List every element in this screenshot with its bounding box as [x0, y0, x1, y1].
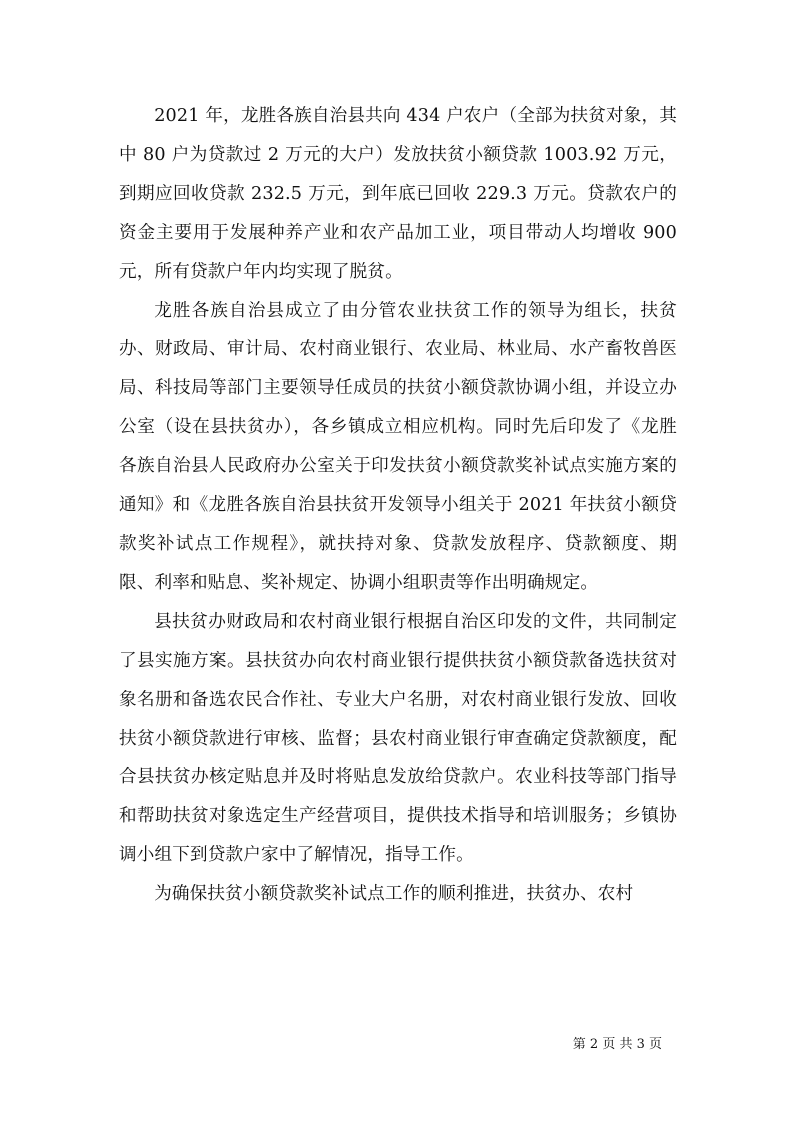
paragraph-implementation-plan: 县扶贫办财政局和农村商业银行根据自治区印发的文件，共同制定了县实施方案。县扶贫办向农村商业银行提供扶贫小额贷款备选扶贫对象名册和备选农民合作社、专业大户名册，对农村商业银行发放、回收扶贫小额贷款进行审核、监督；县农村商业银行审查确定贷款额度，配合县扶贫办核定贴息并及时将贴息发放给贷款户。农业科技等部门指导和帮助扶贫对象选定生产经营项目，提供技术指导和培训服务；乡镇协调小组下到贷款户家中了解情况，指导工作。 [119, 611, 677, 866]
paragraph-coordination-group: 龙胜各族自治县成立了由分管农业扶贫工作的领导为组长，扶贫办、财政局、审计局、农村商业银行、农业局、林业局、水产畜牧兽医局、科技局等部门主要领导任成员的扶贫小额贷款协调小组，并设立办公室（设在县扶贫办），各乡镇成立相应机构。同时先后印发了《龙胜各族自治县人民政府办公室关于印发扶贫小额贷款奖补试点实施方案的通知》和《龙胜各族自治县扶贫开发领导小组关于 2021 年扶贫小额贷款奖补试点工作规程》，就扶持对象、贷款发放程序、贷款额度、期限、利率和贴息、奖补规定、协调小组职责等作出明确规定。 [119, 300, 677, 593]
paragraph-continued: 为确保扶贫小额贷款奖补试点工作的顺利推进，扶贫办、农村 [154, 884, 634, 905]
paragraph-loan-results: 2021 年，龙胜各族自治县共向 434 户农户（全部为扶贫对象，其中 80 户为贷款过 2 万元的大户）发放扶贫小额贷款 1003.92 万元，到期应回收贷款 232.5 万元，到年底已回收 229.3 万元。贷款农户的资金主要用于发展种养产业和农产品加工业，项目带动人均增收 900 元，所有贷款户年内均实现了脱贫。 [119, 106, 677, 282]
document-body [119, 97, 677, 914]
page-number: 第 2 页 共 3 页 [572, 1037, 662, 1052]
